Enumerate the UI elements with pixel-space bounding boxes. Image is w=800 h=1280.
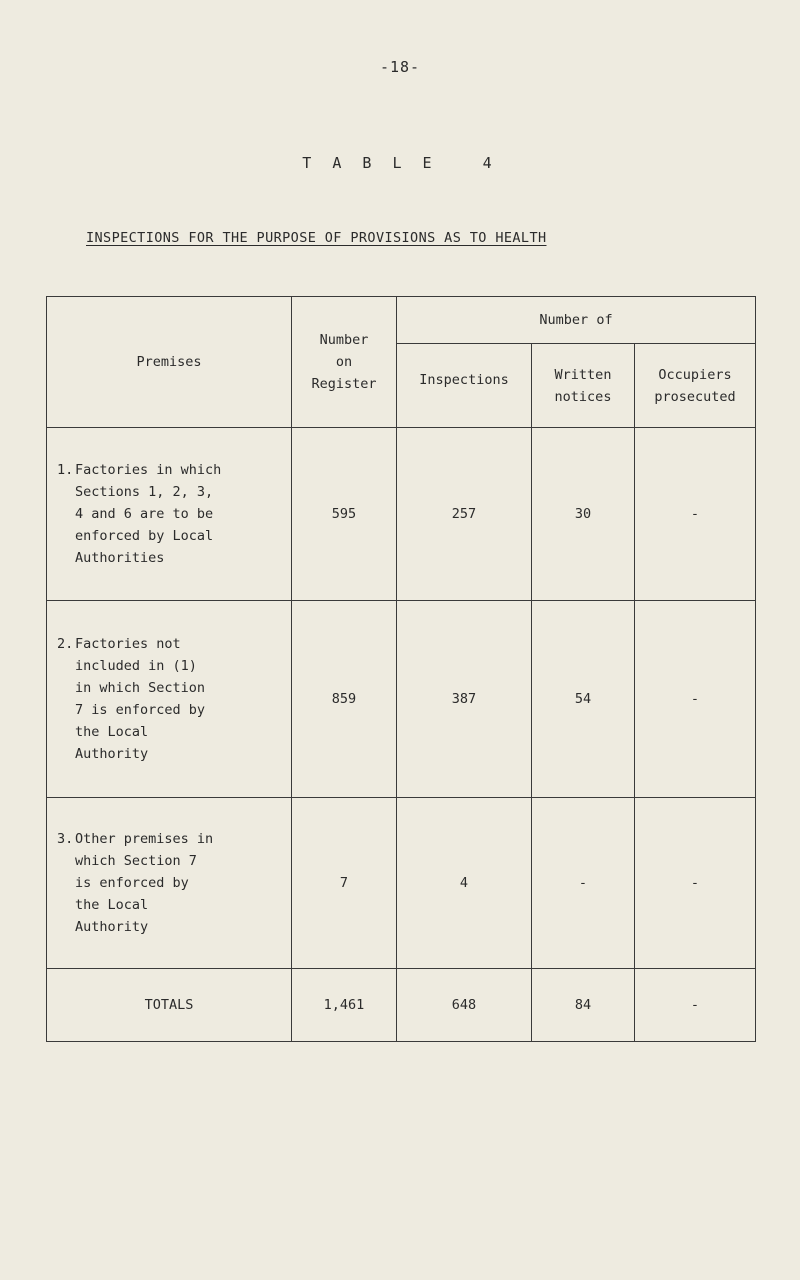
premises-line: in which Section xyxy=(75,680,206,696)
number-of-label: Number of xyxy=(539,312,613,328)
notices-header xyxy=(532,344,635,428)
table-title: INSPECTIONS FOR THE PURPOSE OF PROVISIONS AS TO HEALTH xyxy=(86,230,547,246)
inspections-value: 387 xyxy=(397,601,532,798)
premises-header-label: Premises xyxy=(136,354,202,370)
totals-row xyxy=(47,969,756,1042)
premises-cell xyxy=(47,428,292,601)
page-number: -18- xyxy=(379,58,421,76)
inspections-header-label: Inspections xyxy=(419,372,509,388)
premises-line: Sections 1, 2, 3, xyxy=(75,484,214,500)
premises-line: is enforced by xyxy=(75,875,189,891)
premises-line: included in (1) xyxy=(75,658,197,674)
premises-line: Authorities xyxy=(75,550,165,566)
premises-header xyxy=(47,297,292,428)
register-header xyxy=(292,297,397,428)
prosecuted-value: - xyxy=(635,428,756,601)
register-value: 859 xyxy=(292,601,397,798)
premises-line: Factories not xyxy=(75,636,181,652)
inspections-value: 257 xyxy=(397,428,532,601)
premises-line: 4 and 6 are to be xyxy=(75,506,214,522)
number-of-header xyxy=(397,297,756,344)
premises-line: Authority xyxy=(75,919,149,935)
premises-cell xyxy=(47,601,292,798)
table-label: T A B L E 4 xyxy=(302,154,498,172)
prosecuted-value: - xyxy=(635,798,756,969)
notices-value: - xyxy=(532,798,635,969)
prosecuted-value: - xyxy=(635,601,756,798)
register-value: 595 xyxy=(292,428,397,601)
notices-value: 30 xyxy=(532,428,635,601)
premises-line: enforced by Local xyxy=(75,528,214,544)
totals-label: TOTALS xyxy=(47,969,292,1042)
row-number: 3. xyxy=(57,831,74,847)
row-number: 2. xyxy=(57,636,74,652)
register-header-line: Number xyxy=(319,332,369,348)
prosecuted-header-line: prosecuted xyxy=(654,388,736,405)
register-header-line: on xyxy=(335,354,353,370)
inspections-table xyxy=(46,296,756,1042)
prosecuted-header xyxy=(635,344,756,428)
notices-value: 54 xyxy=(532,601,635,798)
premises-line: Authority xyxy=(75,746,149,762)
premises-line: Factories in which xyxy=(75,462,222,478)
totals-register: 1,461 xyxy=(292,969,397,1042)
premises-cell xyxy=(47,798,292,969)
prosecuted-header-line: Occupiers xyxy=(658,366,732,383)
notices-header-line: Written xyxy=(554,366,612,383)
premises-line: the Local xyxy=(75,897,149,913)
premises-line: 7 is enforced by xyxy=(75,702,206,718)
register-header-line: Register xyxy=(311,376,377,392)
premises-line: which Section 7 xyxy=(75,853,197,869)
premises-line: Other premises in xyxy=(75,831,214,847)
notices-header-line: notices xyxy=(554,388,612,405)
totals-inspections: 648 xyxy=(397,969,532,1042)
premises-line: the Local xyxy=(75,724,149,740)
totals-prosecuted: - xyxy=(635,969,756,1042)
table-row xyxy=(47,428,756,601)
row-number: 1. xyxy=(57,462,74,478)
inspections-header xyxy=(397,344,532,428)
table-row xyxy=(47,601,756,798)
register-value: 7 xyxy=(292,798,397,969)
table-row xyxy=(47,798,756,969)
inspections-value: 4 xyxy=(397,798,532,969)
totals-notices: 84 xyxy=(532,969,635,1042)
